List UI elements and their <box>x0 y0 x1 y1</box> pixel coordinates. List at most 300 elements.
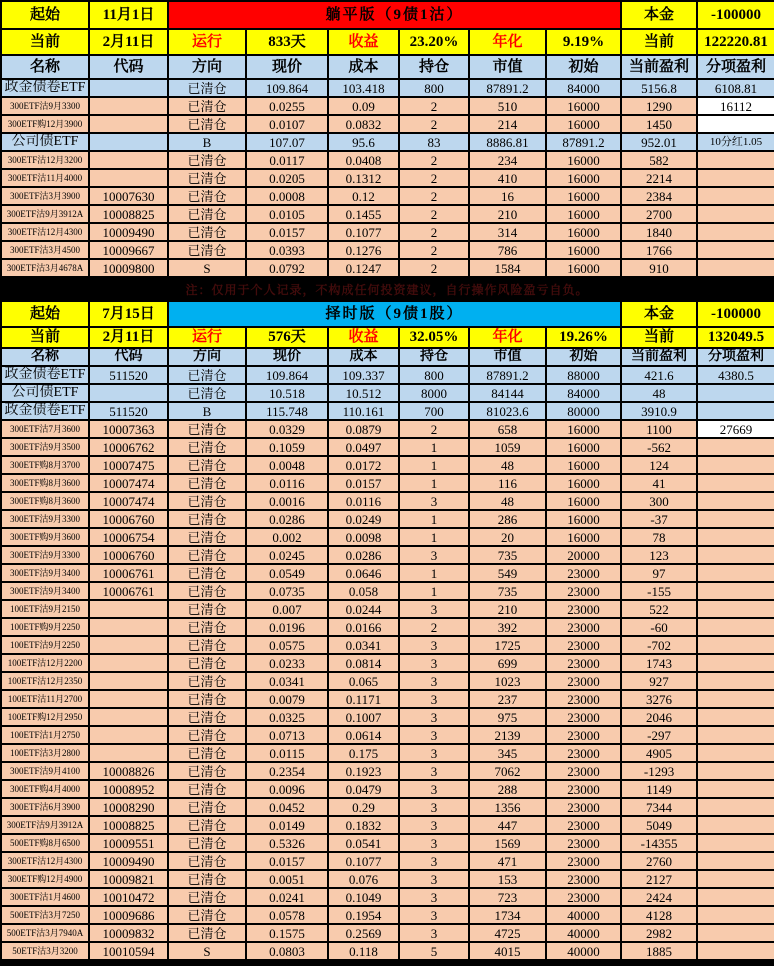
cell-position: 2 <box>399 205 469 223</box>
cell-code <box>89 654 168 672</box>
cell-current_profit: -297 <box>621 726 697 744</box>
table-row <box>1 852 774 870</box>
cell-price: 0.0341 <box>246 672 328 690</box>
cell-position: 3 <box>399 546 469 564</box>
cell-market_value: 314 <box>469 223 546 241</box>
cell-cost: 0.0244 <box>328 600 399 618</box>
cell-market_value: 81023.6 <box>469 402 546 420</box>
cell-cost: 0.1049 <box>328 888 399 906</box>
cell-market_value: 48 <box>469 456 546 474</box>
cell-code: 10006761 <box>89 582 168 600</box>
cell-cost: 0.1077 <box>328 223 399 241</box>
annual-label: 年化 <box>469 327 546 348</box>
cell-direction: 已清仓 <box>168 97 246 115</box>
cell-code: 10009832 <box>89 924 168 942</box>
cell-item_profit <box>697 223 774 241</box>
cell-cost: 10.512 <box>328 384 399 402</box>
cell-code <box>89 79 168 97</box>
cell-current_profit: 1290 <box>621 97 697 115</box>
cell-direction: 已清仓 <box>168 762 246 780</box>
cell-price: 109.864 <box>246 366 328 384</box>
cell-price: 0.007 <box>246 600 328 618</box>
cell-item_profit <box>697 241 774 259</box>
table-row <box>1 402 774 420</box>
cell-market_value: 392 <box>469 618 546 636</box>
cell-position: 2 <box>399 259 469 277</box>
col-header-name: 名称 <box>1 55 89 79</box>
current-label: 当前 <box>1 29 89 55</box>
cell-direction: 已清仓 <box>168 187 246 205</box>
cell-name: 公司债ETF <box>1 133 89 151</box>
cell-code: 10008290 <box>89 798 168 816</box>
cell-initial: 16000 <box>546 456 621 474</box>
cell-code <box>89 726 168 744</box>
cell-item_profit <box>697 474 774 492</box>
cell-name: 500ETF购8月6500 <box>1 834 89 852</box>
cell-market_value: 1569 <box>469 834 546 852</box>
cell-name: 300ETF沽6月3900 <box>1 798 89 816</box>
cell-current_profit: 2046 <box>621 708 697 726</box>
cell-current_profit: 522 <box>621 600 697 618</box>
return-label: 收益 <box>328 327 399 348</box>
cell-market_value: 286 <box>469 510 546 528</box>
cell-current_profit: 97 <box>621 564 697 582</box>
cell-code: 10007475 <box>89 456 168 474</box>
cell-initial: 16000 <box>546 528 621 546</box>
cell-item_profit <box>697 402 774 420</box>
cell-price: 0.0452 <box>246 798 328 816</box>
cell-name: 300ETF购8月3700 <box>1 456 89 474</box>
cell-item_profit <box>697 654 774 672</box>
cell-initial: 23000 <box>546 744 621 762</box>
cell-name: 300ETF沽12月4300 <box>1 852 89 870</box>
cell-direction: B <box>168 402 246 420</box>
cell-initial: 16000 <box>546 492 621 510</box>
cell-code: 10006754 <box>89 528 168 546</box>
cell-item_profit <box>697 798 774 816</box>
cell-direction: 已清仓 <box>168 564 246 582</box>
cell-name: 100ETF沽9月2150 <box>1 600 89 618</box>
cell-cost: 0.1007 <box>328 708 399 726</box>
col-header-position: 持仓 <box>399 348 469 366</box>
cell-item_profit <box>697 708 774 726</box>
cell-name: 300ETF沽9月3500 <box>1 438 89 456</box>
cell-direction: 已清仓 <box>168 672 246 690</box>
cell-direction: 已清仓 <box>168 690 246 708</box>
cell-cost: 0.1312 <box>328 169 399 187</box>
column-header-row <box>1 55 774 79</box>
table-row <box>1 241 774 259</box>
cell-current_profit: 1840 <box>621 223 697 241</box>
table-row <box>1 492 774 510</box>
cell-market_value: 234 <box>469 151 546 169</box>
cell-code: 10009821 <box>89 870 168 888</box>
cell-initial: 23000 <box>546 870 621 888</box>
table-row <box>1 546 774 564</box>
cell-price: 0.0575 <box>246 636 328 654</box>
cell-initial: 80000 <box>546 402 621 420</box>
cell-initial: 23000 <box>546 600 621 618</box>
cell-name: 100ETF购12月2950 <box>1 708 89 726</box>
cell-current_profit: 1450 <box>621 115 697 133</box>
cell-price: 107.07 <box>246 133 328 151</box>
cell-cost: 0.1276 <box>328 241 399 259</box>
table-row <box>1 600 774 618</box>
cell-initial: 88000 <box>546 366 621 384</box>
cell-cost: 0.0497 <box>328 438 399 456</box>
cell-initial: 23000 <box>546 762 621 780</box>
cell-initial: 16000 <box>546 241 621 259</box>
section-header-row <box>1 1 774 29</box>
cell-market_value: 16 <box>469 187 546 205</box>
cell-code: 511520 <box>89 402 168 420</box>
table-row <box>1 79 774 97</box>
table-row <box>1 528 774 546</box>
cell-code: 10008825 <box>89 205 168 223</box>
cell-direction: 已清仓 <box>168 708 246 726</box>
annual-value: 19.26% <box>546 327 621 348</box>
col-header-initial: 初始 <box>546 55 621 79</box>
return-value: 23.20% <box>399 29 469 55</box>
cell-item_profit <box>697 205 774 223</box>
cell-initial: 23000 <box>546 816 621 834</box>
table-row <box>1 888 774 906</box>
cell-price: 0.0096 <box>246 780 328 798</box>
cell-current_profit: 4128 <box>621 906 697 924</box>
cell-item_profit <box>697 546 774 564</box>
cell-current_profit: 48 <box>621 384 697 402</box>
cell-direction: 已清仓 <box>168 744 246 762</box>
cell-direction: 已清仓 <box>168 888 246 906</box>
table-row <box>1 672 774 690</box>
cell-code: 10009686 <box>89 906 168 924</box>
cell-market_value: 786 <box>469 241 546 259</box>
cell-current_profit: 7344 <box>621 798 697 816</box>
run-value: 833天 <box>246 29 328 55</box>
cell-name: 300ETF购9月3600 <box>1 528 89 546</box>
table-row <box>1 420 774 438</box>
cell-code: 10006761 <box>89 564 168 582</box>
cell-item_profit <box>697 762 774 780</box>
cell-item_profit: 10分红1.05 <box>697 133 774 151</box>
col-header-direction: 方向 <box>168 348 246 366</box>
cell-market_value: 237 <box>469 690 546 708</box>
cell-code <box>89 744 168 762</box>
cell-cost: 0.058 <box>328 582 399 600</box>
principal-label: 本金 <box>621 1 697 29</box>
cell-market_value: 735 <box>469 546 546 564</box>
cell-name: 政金债卷ETF <box>1 79 89 97</box>
col-header-direction: 方向 <box>168 55 246 79</box>
cell-initial: 20000 <box>546 546 621 564</box>
cell-current_profit: 78 <box>621 528 697 546</box>
cell-item_profit: 16112 <box>697 97 774 115</box>
run-value: 576天 <box>246 327 328 348</box>
cell-code: 10006762 <box>89 438 168 456</box>
cell-initial: 40000 <box>546 942 621 960</box>
cell-name: 300ETF沽9月3400 <box>1 564 89 582</box>
return-value: 32.05% <box>399 327 469 348</box>
cell-market_value: 4725 <box>469 924 546 942</box>
cell-code <box>89 169 168 187</box>
col-header-market-value: 市值 <box>469 348 546 366</box>
cell-current_profit: 3276 <box>621 690 697 708</box>
cell-name: 300ETF沽9月3300 <box>1 97 89 115</box>
cell-current_profit: 300 <box>621 492 697 510</box>
cell-current_profit: 124 <box>621 456 697 474</box>
cell-direction: 已清仓 <box>168 834 246 852</box>
cell-market_value: 87891.2 <box>469 79 546 97</box>
column-header-row <box>1 348 774 366</box>
cell-current_profit: 2982 <box>621 924 697 942</box>
cell-item_profit <box>697 618 774 636</box>
cell-name: 100ETF沽1月2750 <box>1 726 89 744</box>
cell-name: 300ETF购12月4900 <box>1 870 89 888</box>
cell-current_profit: 1100 <box>621 420 697 438</box>
now-value: 132049.5 <box>697 327 774 348</box>
col-header-position: 持仓 <box>399 55 469 79</box>
cell-current_profit: -702 <box>621 636 697 654</box>
cell-cost: 0.0832 <box>328 115 399 133</box>
cell-position: 2 <box>399 115 469 133</box>
cell-position: 1 <box>399 582 469 600</box>
cell-direction: 已清仓 <box>168 205 246 223</box>
cell-cost: 0.1954 <box>328 906 399 924</box>
cell-position: 3 <box>399 852 469 870</box>
cell-current_profit: -562 <box>621 438 697 456</box>
cell-direction: 已清仓 <box>168 115 246 133</box>
table-row <box>1 474 774 492</box>
cell-name: 政金债卷ETF <box>1 402 89 420</box>
cell-direction: 已清仓 <box>168 510 246 528</box>
cell-price: 0.0048 <box>246 456 328 474</box>
cell-cost: 110.161 <box>328 402 399 420</box>
cell-position: 800 <box>399 79 469 97</box>
cell-position: 2 <box>399 241 469 259</box>
table-row <box>1 798 774 816</box>
cell-code: 10006760 <box>89 510 168 528</box>
cell-current_profit: 2424 <box>621 888 697 906</box>
stats-row <box>1 327 774 348</box>
cell-code <box>89 115 168 133</box>
cell-market_value: 735 <box>469 582 546 600</box>
cell-position: 3 <box>399 798 469 816</box>
cell-position: 3 <box>399 744 469 762</box>
cell-market_value: 20 <box>469 528 546 546</box>
cell-direction: 已清仓 <box>168 600 246 618</box>
cell-name: 300ETF沽12月3200 <box>1 151 89 169</box>
cell-market_value: 1725 <box>469 636 546 654</box>
cell-market_value: 4015 <box>469 942 546 960</box>
cell-current_profit: -60 <box>621 618 697 636</box>
cell-direction: 已清仓 <box>168 79 246 97</box>
cell-price: 0.0803 <box>246 942 328 960</box>
cell-price: 0.0117 <box>246 151 328 169</box>
cell-item_profit <box>697 600 774 618</box>
cell-position: 2 <box>399 223 469 241</box>
cell-code <box>89 97 168 115</box>
cell-direction: S <box>168 942 246 960</box>
cell-price: 0.0549 <box>246 564 328 582</box>
cell-price: 0.0286 <box>246 510 328 528</box>
cell-price: 109.864 <box>246 79 328 97</box>
cell-code <box>89 672 168 690</box>
cell-direction: 已清仓 <box>168 241 246 259</box>
cell-code: 10007630 <box>89 187 168 205</box>
cell-direction: 已清仓 <box>168 852 246 870</box>
cell-name: 300ETF沽9月3400 <box>1 582 89 600</box>
cell-market_value: 210 <box>469 205 546 223</box>
cell-market_value: 345 <box>469 744 546 762</box>
cell-direction: 已清仓 <box>168 366 246 384</box>
cell-market_value: 723 <box>469 888 546 906</box>
cell-position: 1 <box>399 510 469 528</box>
cell-initial: 87891.2 <box>546 133 621 151</box>
cell-direction: 已清仓 <box>168 223 246 241</box>
market-timing-table <box>0 300 774 961</box>
cell-cost: 0.0814 <box>328 654 399 672</box>
cell-name: 500ETF沽3月7940A <box>1 924 89 942</box>
cell-price: 0.0105 <box>246 205 328 223</box>
cell-initial: 23000 <box>546 672 621 690</box>
cell-current_profit: 952.01 <box>621 133 697 151</box>
disclaimer-band <box>0 278 774 300</box>
cell-cost: 0.09 <box>328 97 399 115</box>
start-label: 起始 <box>1 301 89 327</box>
table-row <box>1 834 774 852</box>
cell-initial: 16000 <box>546 474 621 492</box>
cell-price: 0.2354 <box>246 762 328 780</box>
cell-current_profit: 123 <box>621 546 697 564</box>
table-row <box>1 654 774 672</box>
cell-position: 2 <box>399 151 469 169</box>
cell-cost: 0.1247 <box>328 259 399 277</box>
cell-cost: 0.0541 <box>328 834 399 852</box>
cell-position: 2 <box>399 187 469 205</box>
table-row <box>1 690 774 708</box>
cell-initial: 16000 <box>546 420 621 438</box>
cell-price: 0.0241 <box>246 888 328 906</box>
cell-item_profit <box>697 187 774 205</box>
cell-name: 300ETF购12月3900 <box>1 115 89 133</box>
cell-initial: 16000 <box>546 259 621 277</box>
cell-price: 0.0245 <box>246 546 328 564</box>
cell-item_profit <box>697 636 774 654</box>
table-row <box>1 618 774 636</box>
cell-cost: 0.0286 <box>328 546 399 564</box>
cell-initial: 23000 <box>546 564 621 582</box>
cell-market_value: 549 <box>469 564 546 582</box>
current-date: 2月11日 <box>89 29 168 55</box>
cell-cost: 103.418 <box>328 79 399 97</box>
cell-cost: 0.118 <box>328 942 399 960</box>
cell-name: 300ETF沽9月3300 <box>1 546 89 564</box>
cell-position: 3 <box>399 672 469 690</box>
cell-item_profit <box>697 259 774 277</box>
now-label: 当前 <box>621 327 697 348</box>
cell-current_profit: 1766 <box>621 241 697 259</box>
col-header-current-profit: 当前盈利 <box>621 55 697 79</box>
cell-price: 115.748 <box>246 402 328 420</box>
cell-position: 2 <box>399 420 469 438</box>
cell-market_value: 1059 <box>469 438 546 456</box>
cell-code: 10009800 <box>89 259 168 277</box>
cell-price: 0.0713 <box>246 726 328 744</box>
cell-cost: 0.0479 <box>328 780 399 798</box>
cell-code: 10008825 <box>89 816 168 834</box>
cell-initial: 23000 <box>546 798 621 816</box>
cell-direction: 已清仓 <box>168 474 246 492</box>
cell-code: 10008952 <box>89 780 168 798</box>
table-row <box>1 762 774 780</box>
cell-item_profit <box>697 510 774 528</box>
cell-position: 1 <box>399 528 469 546</box>
cell-position: 1 <box>399 438 469 456</box>
col-header-code: 代码 <box>89 55 168 79</box>
cell-direction: 已清仓 <box>168 420 246 438</box>
now-value: 122220.81 <box>697 29 774 55</box>
cell-position: 3 <box>399 870 469 888</box>
cell-current_profit: 2700 <box>621 205 697 223</box>
cell-cost: 0.2569 <box>328 924 399 942</box>
cell-position: 3 <box>399 654 469 672</box>
col-header-cost: 成本 <box>328 348 399 366</box>
cell-cost: 0.1455 <box>328 205 399 223</box>
cell-direction: 已清仓 <box>168 618 246 636</box>
table-row <box>1 708 774 726</box>
table-row <box>1 366 774 384</box>
cell-cost: 0.0249 <box>328 510 399 528</box>
cell-initial: 16000 <box>546 151 621 169</box>
cell-position: 3 <box>399 726 469 744</box>
cell-current_profit: -37 <box>621 510 697 528</box>
stats-row <box>1 29 774 55</box>
cell-price: 0.0107 <box>246 115 328 133</box>
cell-code <box>89 133 168 151</box>
return-label: 收益 <box>328 29 399 55</box>
cell-market_value: 48 <box>469 492 546 510</box>
table-row <box>1 223 774 241</box>
cell-price: 0.0196 <box>246 618 328 636</box>
cell-direction: 已清仓 <box>168 492 246 510</box>
cell-name: 100ETF沽11月2700 <box>1 690 89 708</box>
cell-cost: 0.0614 <box>328 726 399 744</box>
cell-price: 0.0233 <box>246 654 328 672</box>
cell-price: 0.002 <box>246 528 328 546</box>
cell-code: 10009667 <box>89 241 168 259</box>
cell-cost: 0.0408 <box>328 151 399 169</box>
run-label: 运行 <box>168 327 246 348</box>
cell-market_value: 1584 <box>469 259 546 277</box>
now-label: 当前 <box>621 29 697 55</box>
cell-market_value: 116 <box>469 474 546 492</box>
cell-name: 100ETF沽12月2350 <box>1 672 89 690</box>
current-date: 2月11日 <box>89 327 168 348</box>
cell-cost: 0.0157 <box>328 474 399 492</box>
col-header-price: 现价 <box>246 55 328 79</box>
cell-cost: 0.1923 <box>328 762 399 780</box>
cell-name: 300ETF沽7月3600 <box>1 420 89 438</box>
cell-position: 3 <box>399 600 469 618</box>
cell-direction: 已清仓 <box>168 546 246 564</box>
cell-initial: 23000 <box>546 726 621 744</box>
cell-current_profit: 1149 <box>621 780 697 798</box>
cell-current_profit: 1885 <box>621 942 697 960</box>
cell-initial: 40000 <box>546 924 621 942</box>
cell-cost: 0.076 <box>328 870 399 888</box>
cell-item_profit <box>697 151 774 169</box>
cell-code: 10010594 <box>89 942 168 960</box>
